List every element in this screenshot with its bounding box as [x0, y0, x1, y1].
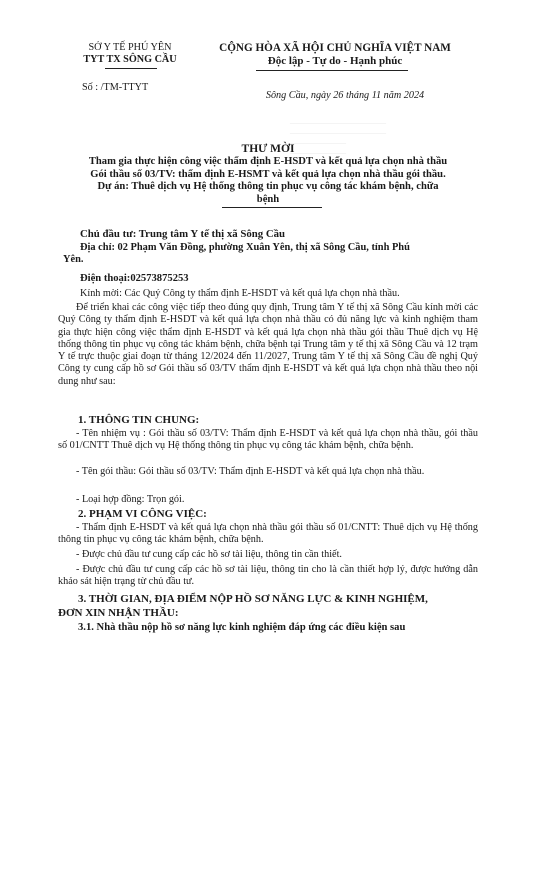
national-title: CỘNG HÒA XÃ HỘI CHỦ NGHĨA VIỆT NAM: [219, 42, 451, 54]
title-underline: [222, 207, 322, 208]
unit-name: TYT TX SÔNG CẦU: [83, 54, 177, 65]
section-3-heading-line-2: ĐƠN XIN NHẬN THẦU:: [58, 607, 179, 619]
subject-line-2: Gói thầu số 03/TV: thẩm định E-HSMT và kết quả lựa chọn nhà thầu gói thầu.: [90, 168, 446, 180]
section-3-heading-line-1: 3. THỜI GIAN, ĐỊA ĐIỂM NỘP HỒ SƠ NĂNG LỰC & KINH NGHIỆM,: [78, 593, 428, 605]
section-1-item-3: - Loại hợp đồng: Trọn gói.: [76, 494, 185, 505]
investor-phone: Điện thoại:02573875253: [80, 273, 189, 284]
section-1-item-1: - Tên nhiệm vụ : Gói thầu số 03/TV: Thẩm định E-HSDT và kết quả lựa chọn nhà thầu, gói thầu số 01/CNTT Thuê dịch vụ Hệ thống thông tin phục vụ công tác khám bệnh, chữa bệnh.: [58, 428, 478, 452]
section-2-item-2: - Được chủ đầu tư cung cấp các hồ sơ tài liệu, thông tin cần thiết.: [76, 549, 342, 560]
letter-title: THƯ MỜI: [241, 143, 295, 155]
subject-line-4: bệnh: [256, 193, 280, 205]
issue-date: Sông Cầu, ngày 26 tháng 11 năm 2024: [265, 90, 425, 101]
section-1-heading: 1. THÔNG TIN CHUNG:: [78, 414, 200, 426]
invitation-recipient: Kính mời: Các Quý Công ty thẩm định E-HSDT và kết quả lựa chọn nhà thầu.: [80, 288, 400, 299]
investor-address-line-2: Yên.: [63, 254, 84, 265]
faint-background-text: ———————————— ———————————— ——————— ———————: [290, 118, 386, 157]
intro-paragraph: Để triển khai các công việc tiếp theo đúng quy định, Trung tâm Y tế thị xã Sông Cầu kính mời các Quý Công ty thẩm định E-HSDT và kết quả lựa chọn nhà thầu có đủ năng lực và kinh nghiệm tham gia thực hiện công việc thẩm định E-HSDT và kết quả lựa chọn nhà thầu gói thầu Thuê dịch vụ Hệ thống thông tin phục vụ công tác khám bệnh, chữa bệnh tại Trung tâm y tế thị xã Sông Cầu và 12 trạm Y tế trực thuộc giai đoạn từ tháng 12/2024 đến 11/2027, Trung tâm Y tế thị xã Sông Cầu đề nghị Quý Công ty cung cấp hồ sơ Gói thầu số 03/TV thẩm định E-HSDT và kết quả lựa chọn nhà thầu theo nội dung như sau:: [58, 302, 478, 387]
unit-underline: [105, 68, 157, 69]
section-2-item-1: - Thẩm định E-HSDT và kết quả lựa chọn nhà thầu gói thầu số 01/CNTT: Thuê dịch vụ Hệ thống thông tin phục vụ công tác khám bệnh, chữa bệnh.: [58, 522, 478, 546]
document-number: Số : /TM-TTYT: [82, 82, 149, 93]
section-1-item-2: - Tên gói thầu: Gói thầu số 03/TV: Thẩm định E-HSDT và kết quả lựa chọn nhà thầu.: [76, 466, 425, 477]
subject-line-3: Dự án: Thuê dịch vụ Hệ thống thông tin phục vụ công tác khám bệnh, chữa: [97, 181, 439, 192]
investor-name: Chủ đầu tư: Trung tâm Y tế thị xã Sông Cầu: [80, 228, 286, 240]
national-motto: Độc lập - Tự do - Hạnh phúc: [267, 55, 403, 67]
section-2-item-3: - Được chủ đầu tư cung cấp các hồ sơ tài liệu, thông tin cho là cần thiết hợp lý, được hướng dẫn khảo sát hiện trạng từ chủ đầu tư.: [58, 564, 478, 588]
agency-name: SỞ Y TẾ PHÚ YÊN: [88, 42, 172, 53]
investor-address-line-1: Địa chỉ: 02 Phạm Văn Đồng, phường Xuân Yên, thị xã Sông Cầu, tỉnh Phú: [80, 241, 410, 253]
subject-line-1: Tham gia thực hiện công việc thẩm định E-HSDT và kết quả lựa chọn nhà thầu: [88, 156, 448, 167]
section-3-1-heading: 3.1. Nhà thầu nộp hồ sơ năng lực kinh nghiệm đáp ứng các điều kiện sau: [78, 622, 406, 633]
motto-underline: [256, 70, 408, 71]
section-2-heading: 2. PHẠM VI CÔNG VIỆC:: [78, 508, 207, 520]
